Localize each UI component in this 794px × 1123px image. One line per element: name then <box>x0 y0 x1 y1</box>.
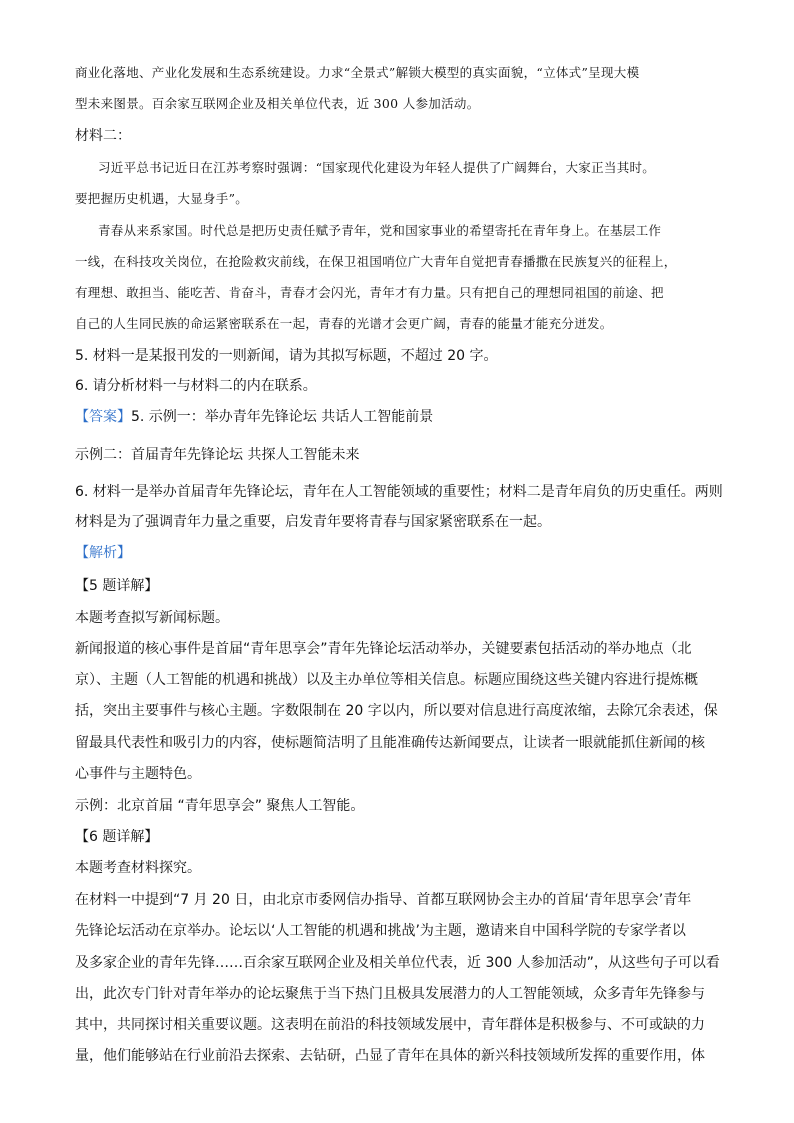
q6-analysis-line: 先锋论坛活动在京举办。论坛以‘人工智能的机遇和挑战’为主题，邀请来自中国科学院的专家学者以 <box>75 923 686 939</box>
answer-tag: 【答案】 <box>75 409 131 425</box>
q5-analysis-line: 京）、主题（人工智能的机遇和挑战）以及主办单位等相关信息。标题应围绕这些关键内容进行提炼概 <box>75 672 698 688</box>
material1-line: 型未来图景。百余家互联网企业及相关单位代表，近 300 人参加活动。 <box>75 96 480 111</box>
material2-heading: 材料二： <box>75 128 131 144</box>
answer-q6-line: 材料是为了强调青年力量之重要，启发青年要将青春与国家紧密联系在一起。 <box>75 514 551 530</box>
q5-detail-tag: 【5 题详解】 <box>75 578 159 594</box>
q5-analysis-line: 新闻报道的核心事件是首届“青年思享会”青年先锋论坛活动举办，关键要素包括活动的举办地点（北 <box>75 641 692 657</box>
q5-example: 示例：北京首届 “青年思享会” 聚焦人工智能。 <box>75 798 365 814</box>
question-5: 5. 材料一是某报刊发的一则新闻，请为其拟写标题，不超过 20 字。 <box>75 348 498 364</box>
q6-analysis-line: 出，此次专门针对青年举办的论坛聚焦于当下热门且极具发展潜力的人工智能领域，众多青年先锋参与 <box>75 986 705 1002</box>
q6-detail-tag: 【6 题详解】 <box>75 829 159 845</box>
material2-line: 习近平总书记近日在江苏考察时强调：“国家现代化建设为年轻人提供了广阔舞台，大家正当其时。 <box>98 160 656 175</box>
q6-analysis-line: 及多家企业的青年先锋……百余家互联网企业及相关单位代表，近 300 人参加活动”，从这些句子可以看 <box>75 955 720 971</box>
q5-intro: 本题考查拟写新闻标题。 <box>75 610 229 626</box>
answer-line <box>75 407 735 427</box>
q6-analysis-line: 在材料一中提到“7 月 20 日，由北京市委网信办指导、首都互联网协会主办的首届‘青年思享会’青年 <box>75 892 692 908</box>
answer-example-1: 5. 示例一：举办青年先锋论坛 共话人工智能前景 <box>131 409 434 425</box>
q6-intro: 本题考查材料探究。 <box>75 860 201 876</box>
q5-analysis-line: 心事件与主题特色。 <box>75 766 201 782</box>
question-6: 6. 请分析材料一与材料二的内在联系。 <box>75 378 317 394</box>
analysis-tag: 【解析】 <box>75 545 131 561</box>
q6-analysis-line: 量，他们能够站在行业前沿去探索、去钻研，凸显了青年在具体的新兴科技领域所发挥的重要作用，体 <box>75 1048 705 1064</box>
material2-line: 自己的人生同民族的命运紧密联系在一起，青春的光谱才会更广阔，青春的能量才能充分迸发。 <box>75 316 613 331</box>
material2-line: 青春从来系家国。时代总是把历史责任赋予青年，党和国家事业的希望寄托在青年身上。在基层工作 <box>98 223 662 238</box>
material2-line: 一线，在科技攻关岗位，在抢险救灾前线，在保卫祖国哨位广大青年自觉把青春播撒在民族复兴的征程上， <box>75 254 677 269</box>
answer-q6-line: 6. 材料一是举办首届青年先锋论坛，青年在人工智能领域的重要性；材料二是青年肩负的历史重任。两则 <box>75 484 723 500</box>
q5-analysis-line: 括，突出主要事件与核心主题。字数限制在 20 字以内，所以要对信息进行高度浓缩，去除冗余表述，保 <box>75 703 718 719</box>
material1-line: 商业化落地、产业化发展和生态系统建设。力求“全景式”解锁大模型的真实面貌，“立体式”呈现大模 <box>75 65 640 80</box>
q5-analysis-line: 留最具代表性和吸引力的内容，使标题简洁明了且能准确传达新闻要点，让读者一眼就能抓住新闻的核 <box>75 735 705 751</box>
material2-line: 有理想、敢担当、能吃苦、肯奋斗，青春才会闪光，青年才有力量。只有把自己的理想同祖国的前途、把 <box>75 285 664 300</box>
material2-line: 要把握历史机遇，大显身手”。 <box>75 191 249 206</box>
answer-example-2: 示例二：首届青年先锋论坛 共探人工智能未来 <box>75 447 360 463</box>
q6-analysis-line: 其中，共同探讨相关重要议题。这表明在前沿的科技领域发展中，青年群体是积极参与、不可或缺的力 <box>75 1017 705 1033</box>
